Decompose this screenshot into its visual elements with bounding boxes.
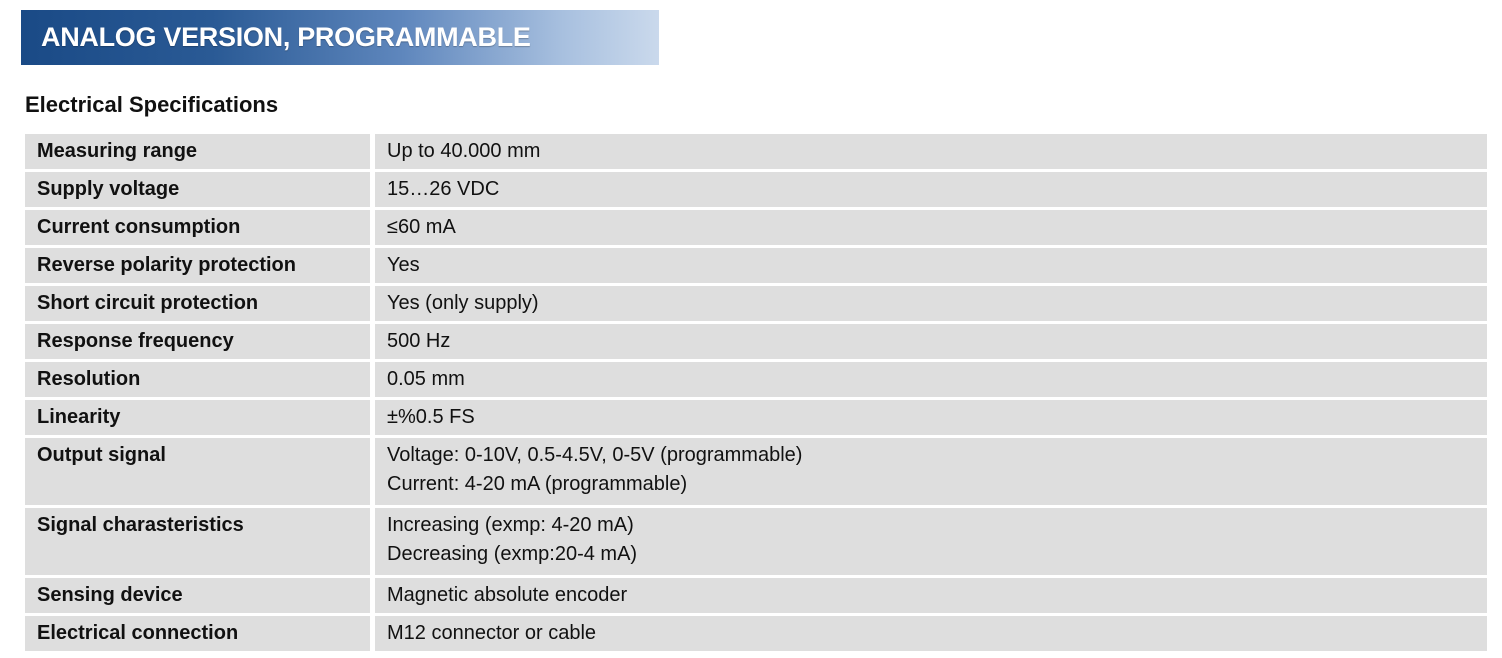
spec-label: Supply voltage [25,172,375,207]
spec-table-body [25,134,1487,651]
spec-row [25,210,1487,245]
spec-value-line: Up to 40.000 mm [387,140,541,162]
spec-value-line: 500 Hz [387,330,451,352]
spec-value [375,286,1487,321]
spec-value [375,400,1487,435]
spec-label: Electrical connection [25,616,375,651]
spec-row [25,172,1487,207]
electrical-specifications-table [25,131,1487,654]
spec-value-line: ±%0.5 FS [387,406,475,428]
spec-value [375,210,1487,245]
spec-value-line: Voltage: 0-10V, 0.5-4.5V, 0-5V (programmable) [387,444,803,466]
spec-label: Resolution [25,362,375,397]
spec-label: Current consumption [25,210,375,245]
spec-row [25,248,1487,283]
spec-row [25,508,1487,575]
spec-label: Sensing device [25,578,375,613]
spec-label: Output signal [25,438,375,505]
spec-value-line: Decreasing (exmp:20-4 mA) [387,543,638,565]
spec-value [375,324,1487,359]
spec-value-line: Yes (only supply) [387,292,539,314]
spec-value [375,578,1487,613]
spec-row [25,362,1487,397]
spec-label: Response frequency [25,324,375,359]
spec-value-line: Magnetic absolute encoder [387,584,628,606]
banner-title: ANALOG VERSION, PROGRAMMABLE [41,22,531,52]
spec-value-line: 15…26 VDC [387,178,500,200]
spec-value [375,508,1487,575]
spec-row [25,578,1487,613]
spec-row [25,324,1487,359]
spec-row [25,616,1487,651]
spec-label: Signal charasteristics [25,508,375,575]
section-title: Electrical Specifications [25,92,279,117]
spec-value-line: Yes [387,254,420,276]
spec-value [375,616,1487,651]
spec-value [375,134,1487,169]
spec-value [375,248,1487,283]
spec-value-line: M12 connector or cable [387,622,597,644]
spec-value-line: ≤60 mA [387,216,456,238]
spec-value [375,172,1487,207]
spec-row [25,134,1487,169]
spec-label: Measuring range [25,134,375,169]
spec-row [25,286,1487,321]
spec-value-line: Current: 4-20 mA (programmable) [387,473,688,495]
spec-value-line: 0.05 mm [387,368,465,390]
spec-label: Short circuit protection [25,286,375,321]
spec-label: Reverse polarity protection [25,248,375,283]
spec-value-line: Increasing (exmp: 4-20 mA) [387,514,634,536]
spec-row [25,438,1487,505]
spec-value [375,362,1487,397]
spec-label: Linearity [25,400,375,435]
spec-value [375,438,1487,505]
section-banner [21,10,659,65]
spec-row [25,400,1487,435]
